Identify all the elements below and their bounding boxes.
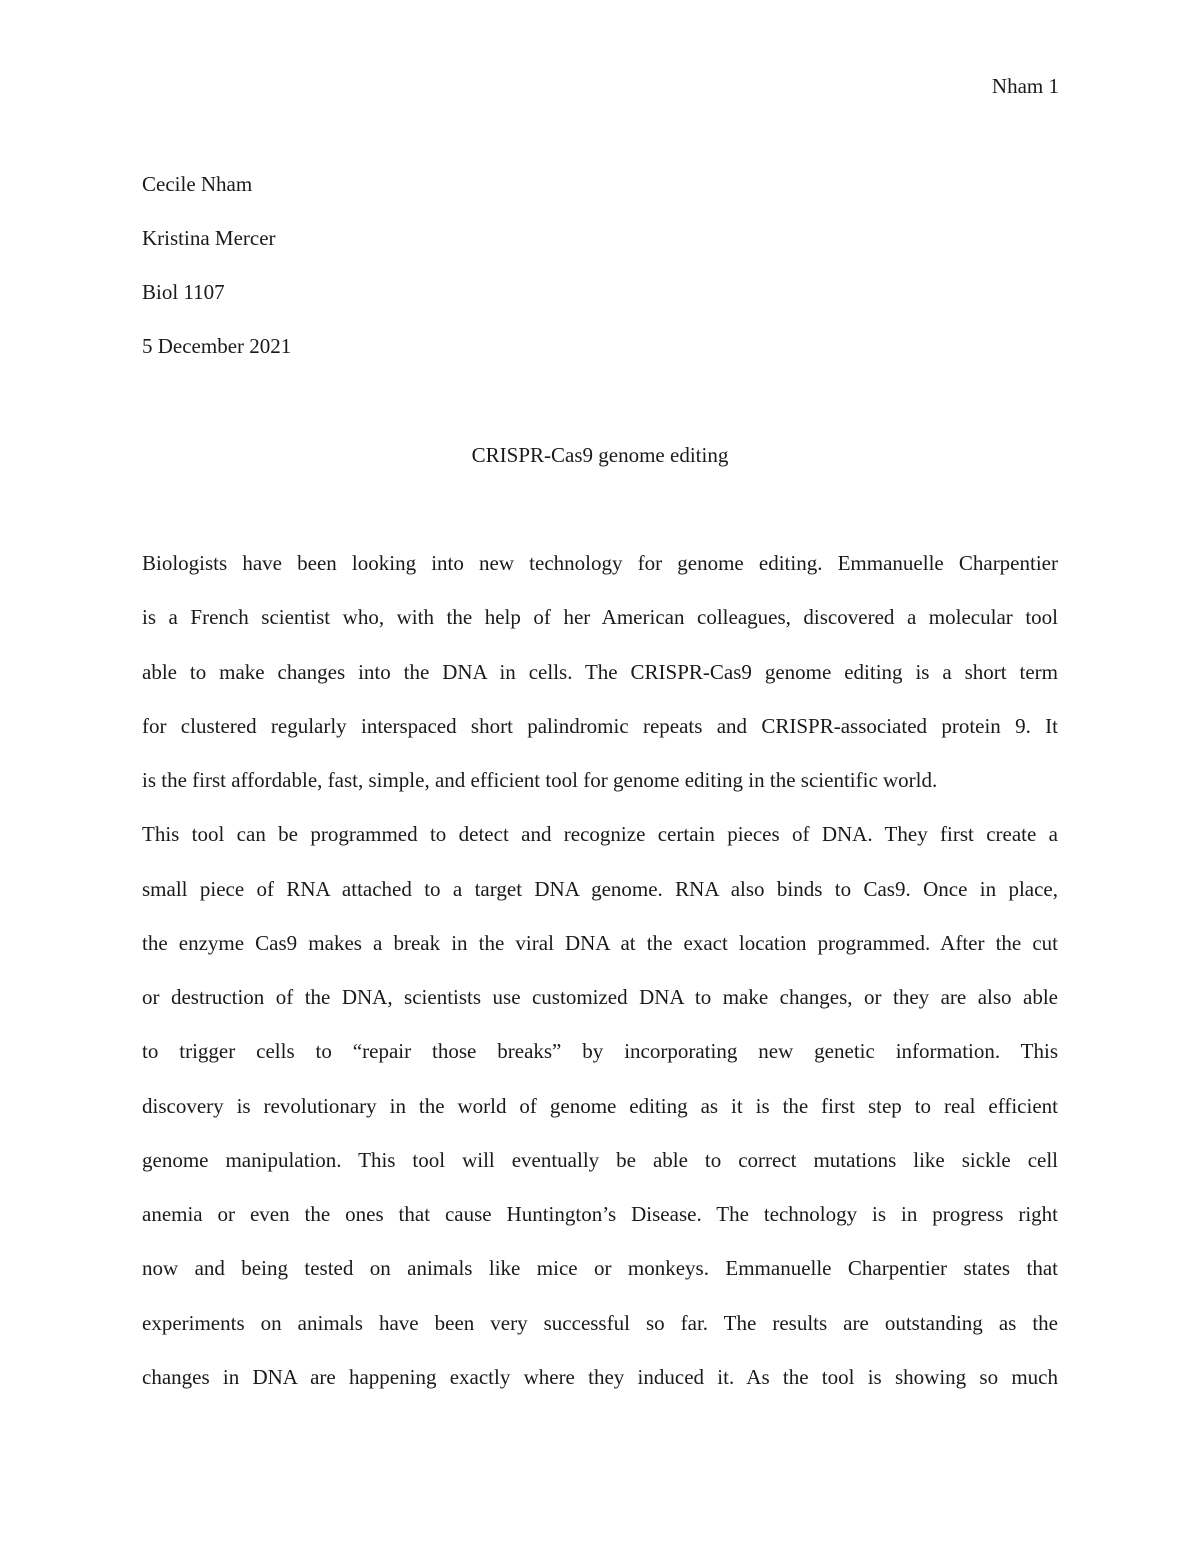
date: 5 December 2021 bbox=[142, 334, 292, 358]
body-line: for clustered regularly interspaced short palindromic repeats and CRISPR-associated protein 9. It bbox=[142, 713, 1058, 738]
body-line: Biologists have been looking into new technology for genome editing. Emmanuelle Charpentier bbox=[142, 551, 1058, 575]
body-line: or destruction of the DNA, scientists use customized DNA to make changes, or they are also able bbox=[142, 985, 1058, 1009]
body-line: the enzyme Cas9 makes a break in the viral DNA at the exact location programmed. After the cut bbox=[142, 930, 1058, 955]
body-line: small piece of RNA attached to a target DNA genome. RNA also binds to Cas9. Once in place, bbox=[142, 876, 1058, 901]
course-name: Biol 1107 bbox=[142, 280, 225, 304]
body-line: genome manipulation. This tool will eventually be able to correct mutations like sickle cell bbox=[142, 1147, 1058, 1172]
body-line: is a French scientist who, with the help of her American colleagues, discovered a molecular tool bbox=[142, 605, 1058, 630]
essay-title: CRISPR-Cas9 genome editing bbox=[471, 443, 729, 467]
body-line: now and being tested on animals like mice or monkeys. Emmanuelle Charpentier states that bbox=[142, 1256, 1058, 1281]
body-line: anemia or even the ones that cause Huntington’s Disease. The technology is in progress right bbox=[142, 1202, 1058, 1226]
body-line: discovery is revolutionary in the world of genome editing as it is the first step to real efficient bbox=[142, 1093, 1058, 1118]
body-line: is the first affordable, fast, simple, and efficient tool for genome editing in the scientific world. bbox=[142, 768, 938, 792]
body-line: changes in DNA are happening exactly where they induced it. As the tool is showing so much bbox=[142, 1364, 1058, 1389]
student-name: Cecile Nham bbox=[142, 172, 253, 196]
body-line: This tool can be programmed to detect and recognize certain pieces of DNA. They first create a bbox=[142, 822, 1058, 847]
body-line: able to make changes into the DNA in cells. The CRISPR-Cas9 genome editing is a short term bbox=[142, 659, 1058, 684]
instructor-name: Kristina Mercer bbox=[142, 226, 276, 250]
body-line: experiments on animals have been very successful so far. The results are outstanding as the bbox=[142, 1310, 1058, 1335]
essay-body bbox=[142, 549, 1058, 1417]
body-line: to trigger cells to “repair those breaks” by incorporating new genetic information. This bbox=[142, 1039, 1058, 1064]
mla-heading-block bbox=[142, 170, 1058, 386]
running-head-page-number: Nham 1 bbox=[991, 74, 1059, 98]
